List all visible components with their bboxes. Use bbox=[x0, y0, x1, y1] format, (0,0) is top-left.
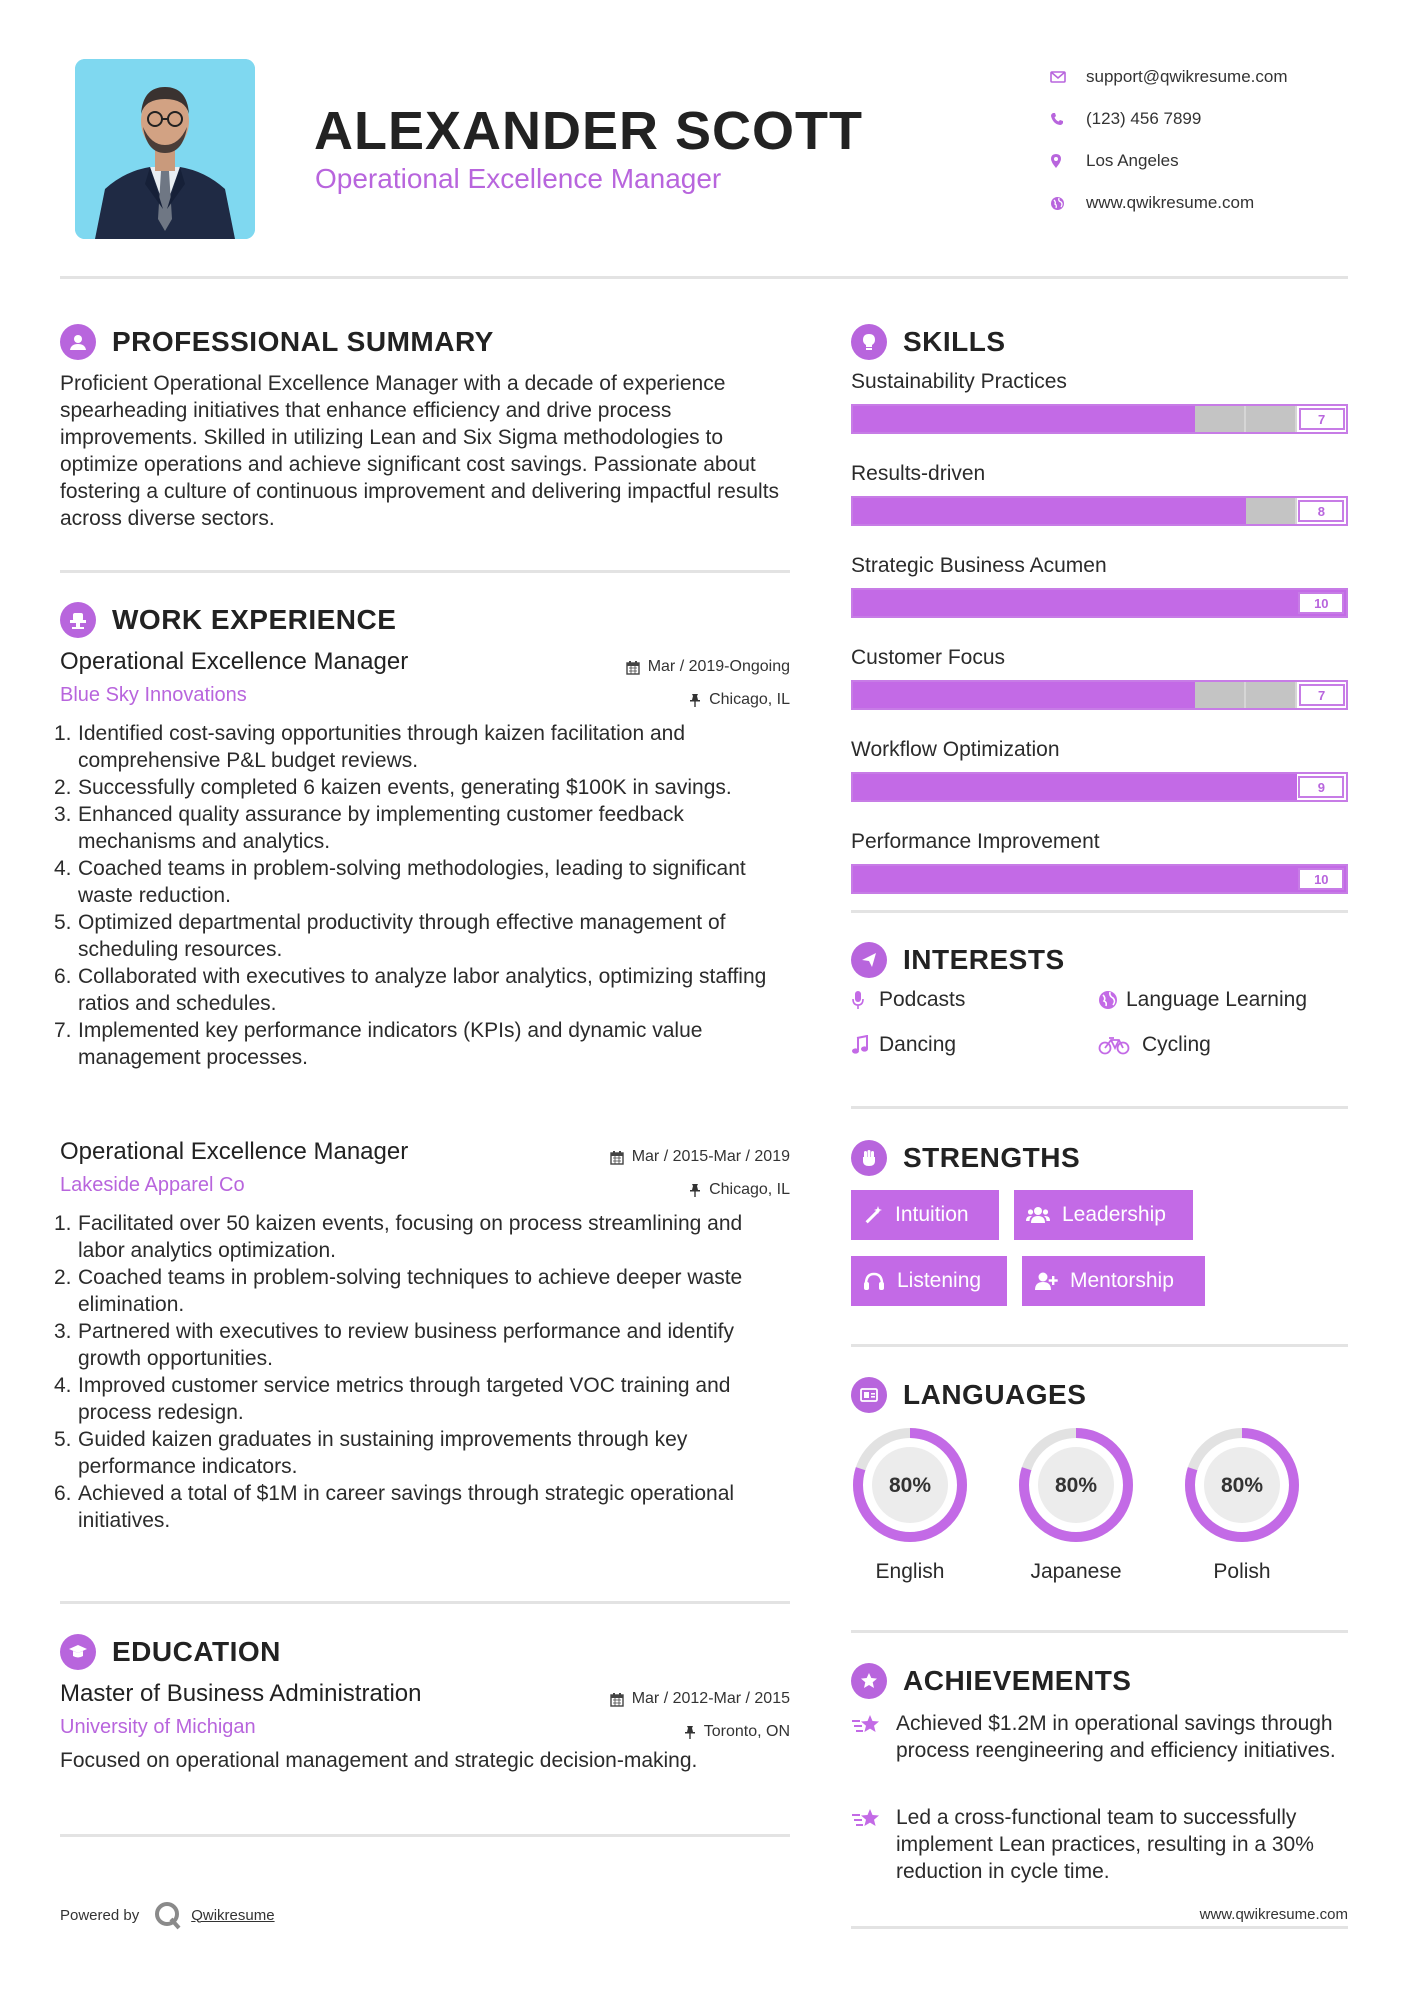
education-description: Focused on operational management and strategic decision-making. bbox=[60, 1749, 698, 1772]
skill-segment bbox=[853, 774, 902, 800]
contact-block bbox=[1050, 56, 1350, 224]
skill-segment bbox=[1195, 406, 1246, 432]
skill-rating-bar bbox=[851, 404, 1348, 434]
strength-chip-listening: Listening bbox=[851, 1256, 1007, 1306]
list-item: 1. Identified cost-saving opportunities through kaizen facilitation and comprehensive P&L budget reviews. bbox=[54, 722, 686, 772]
achievement-item: Achieved $1.2M in operational savings through process reengineering and efficiency initiatives. bbox=[851, 1710, 1348, 1764]
skill-segment bbox=[1000, 406, 1049, 432]
skill-segment bbox=[1297, 498, 1346, 524]
globe-icon bbox=[1050, 196, 1086, 211]
education-entry bbox=[60, 1680, 790, 1790]
skills-heading bbox=[851, 324, 1006, 360]
calendar-icon bbox=[610, 1692, 624, 1707]
qwikresume-logo-icon bbox=[153, 1900, 183, 1930]
skill-segment bbox=[1050, 590, 1099, 616]
skill-segment bbox=[902, 774, 951, 800]
skill-segment bbox=[853, 590, 902, 616]
skill-segment bbox=[1099, 774, 1148, 800]
footer-website[interactable]: www.qwikresume.com bbox=[1199, 1906, 1348, 1923]
contact-phone-text: (123) 456 7899 bbox=[1086, 109, 1202, 128]
languages-heading-text: LANGUAGES bbox=[903, 1379, 1087, 1410]
skill-segment bbox=[1297, 682, 1346, 708]
achievements-heading bbox=[851, 1663, 1131, 1699]
bicycle-icon bbox=[1098, 1035, 1142, 1055]
users-icon bbox=[1026, 1205, 1050, 1225]
skill-segment bbox=[1297, 774, 1346, 800]
skill-segment bbox=[853, 406, 902, 432]
summary-divider bbox=[60, 570, 790, 573]
languages-heading bbox=[851, 1377, 1086, 1413]
skill-level-badge: 7 bbox=[1299, 684, 1345, 706]
pin-icon bbox=[689, 1183, 701, 1198]
skill-segment bbox=[1050, 866, 1099, 892]
interest-cycling: Cycling bbox=[1098, 1033, 1211, 1057]
language-japanese bbox=[1014, 1423, 1138, 1584]
skill-segment bbox=[1297, 406, 1346, 432]
skill-segment bbox=[1001, 774, 1050, 800]
send-icon bbox=[851, 942, 887, 978]
language-percent: 80% bbox=[1054, 1474, 1098, 1497]
skill-name: Workflow Optimization bbox=[851, 738, 1060, 761]
calendar-icon bbox=[626, 660, 640, 675]
skill-name: Performance Improvement bbox=[851, 830, 1100, 853]
skill-segment bbox=[1098, 406, 1147, 432]
skill-segment bbox=[1149, 590, 1198, 616]
pin-icon bbox=[684, 1725, 696, 1740]
skill-rating-bar bbox=[851, 588, 1348, 618]
contact-location-text: Los Angeles bbox=[1086, 151, 1179, 170]
skill-level-badge: 9 bbox=[1298, 776, 1344, 798]
interest-podcasts: Podcasts bbox=[851, 988, 965, 1012]
skill-segment bbox=[902, 406, 951, 432]
skill-rating-bar bbox=[851, 864, 1348, 894]
skill-segment bbox=[952, 774, 1001, 800]
skill-segment bbox=[1297, 866, 1346, 892]
skill-segment bbox=[902, 590, 951, 616]
job-company: Blue Sky Innovations bbox=[60, 684, 247, 706]
achievements-heading-text: ACHIEVEMENTS bbox=[903, 1665, 1132, 1696]
skill-name: Customer Focus bbox=[851, 646, 1006, 669]
skill-name: Sustainability Practices bbox=[851, 370, 1067, 393]
strengths-heading-text: STRENGTHS bbox=[903, 1142, 1081, 1173]
skill-segment bbox=[1247, 590, 1296, 616]
strength-chip-leadership: Leadership bbox=[1014, 1190, 1193, 1240]
job-date: Mar / 2015-Mar / 2019 bbox=[610, 1148, 790, 1166]
summary-heading bbox=[60, 324, 494, 360]
skill-segment bbox=[1198, 774, 1247, 800]
skill-segment bbox=[1246, 498, 1297, 524]
skill-level-badge: 7 bbox=[1299, 408, 1345, 430]
skill-segment bbox=[1049, 406, 1098, 432]
headphones-icon bbox=[863, 1271, 885, 1291]
lightbulb-icon bbox=[851, 324, 887, 360]
job-location: Chicago, IL bbox=[689, 1181, 790, 1199]
skill-segment bbox=[1148, 498, 1197, 524]
skill-segment bbox=[1146, 682, 1195, 708]
contact-location bbox=[1050, 140, 1350, 182]
skill-segment bbox=[1297, 590, 1346, 616]
summary-heading-text: PROFESSIONAL SUMMARY bbox=[112, 326, 494, 357]
footer-powered-by: Powered by Qwikresume bbox=[60, 1900, 275, 1930]
skill-segment bbox=[1198, 866, 1247, 892]
skill-segment bbox=[1099, 590, 1148, 616]
list-item: 3. Partnered with executives to review business performance and identify growth opportunities. bbox=[54, 1320, 735, 1370]
skill-segment bbox=[952, 590, 1001, 616]
job-responsibilities bbox=[54, 1210, 790, 1534]
skills-heading-text: SKILLS bbox=[903, 326, 1006, 357]
skill-segment bbox=[1049, 682, 1098, 708]
magic-wand-icon bbox=[863, 1205, 883, 1225]
strengths-divider bbox=[851, 1344, 1348, 1347]
skill-segment bbox=[1246, 682, 1297, 708]
skill-segment bbox=[1246, 406, 1297, 432]
job-entry bbox=[54, 1138, 790, 1558]
skill-name: Results-driven bbox=[851, 462, 986, 485]
education-heading-text: EDUCATION bbox=[112, 1636, 281, 1667]
language-name: English bbox=[875, 1560, 945, 1583]
skill-rating-bar bbox=[851, 496, 1348, 526]
skill-segment bbox=[1001, 590, 1050, 616]
skill-segment bbox=[902, 498, 951, 524]
map-pin-icon bbox=[1050, 153, 1086, 169]
skill-segment bbox=[952, 866, 1001, 892]
profile-photo bbox=[75, 59, 255, 239]
pin-icon bbox=[689, 693, 701, 708]
music-note-icon bbox=[851, 1035, 879, 1055]
list-item: 7. Implemented key performance indicators (KPIs) and dynamic value management processes. bbox=[54, 1019, 703, 1069]
list-item: 4. Coached teams in problem-solving methodologies, leading to significant waste reduction. bbox=[54, 857, 746, 907]
globe-icon bbox=[1098, 990, 1126, 1010]
microphone-icon bbox=[851, 990, 879, 1010]
interest-language-learning: Language Learning bbox=[1098, 988, 1307, 1012]
skills-list bbox=[851, 370, 1348, 922]
phone-icon bbox=[1050, 112, 1086, 126]
skill-segment bbox=[853, 682, 902, 708]
skill-segment bbox=[853, 866, 902, 892]
work-divider bbox=[60, 1601, 790, 1604]
contact-phone[interactable] bbox=[1050, 98, 1350, 140]
skill-name: Strategic Business Acumen bbox=[851, 554, 1107, 577]
list-item: 5. Guided kaizen graduates in sustaining improvements through key performance indicators. bbox=[54, 1428, 688, 1478]
language-percent: 80% bbox=[888, 1474, 932, 1497]
contact-website-text: www.qwikresume.com bbox=[1086, 193, 1255, 212]
fist-icon bbox=[851, 1140, 887, 1176]
skill-segment bbox=[1098, 682, 1147, 708]
language-english bbox=[848, 1423, 972, 1584]
achievement-item: Led a cross-functional team to successfully implement Lean practices, resulting in a 30% reduction in cycle time. bbox=[851, 1804, 1348, 1885]
skill-segment bbox=[1195, 682, 1246, 708]
skill-segment bbox=[1198, 590, 1247, 616]
candidate-name: ALEXANDER SCOTT bbox=[314, 101, 864, 161]
work-heading bbox=[60, 602, 396, 638]
language-name: Polish bbox=[1213, 1560, 1271, 1583]
skill-level-badge: 10 bbox=[1298, 592, 1344, 614]
strengths-heading bbox=[851, 1140, 1080, 1176]
skill-segment bbox=[951, 682, 1000, 708]
list-item: 4. Improved customer service metrics through targeted VOC training and process redesign. bbox=[54, 1374, 731, 1424]
education-location: Toronto, ON bbox=[684, 1723, 790, 1741]
language-ring bbox=[1180, 1423, 1304, 1547]
education-heading bbox=[60, 1634, 281, 1670]
language-card-icon bbox=[851, 1377, 887, 1413]
skills-divider bbox=[851, 910, 1348, 913]
language-name: Japanese bbox=[1030, 1560, 1122, 1583]
skill-segment bbox=[1098, 498, 1147, 524]
education-divider bbox=[60, 1834, 790, 1837]
skill-segment bbox=[1197, 498, 1246, 524]
skill-segment bbox=[1050, 774, 1099, 800]
skill-rating-bar bbox=[851, 680, 1348, 710]
shooting-star-icon bbox=[851, 1804, 896, 1885]
candidate-title: Operational Excellence Manager bbox=[315, 163, 722, 194]
school: University of Michigan bbox=[60, 1716, 256, 1738]
list-item: 6. Collaborated with executives to analyze labor analytics, optimizing staffing ratios and schedules. bbox=[54, 965, 767, 1015]
language-polish bbox=[1180, 1423, 1304, 1584]
list-item: 2. Coached teams in problem-solving techniques to achieve deeper waste elimination. bbox=[54, 1266, 743, 1316]
contact-email-text: support@qwikresume.com bbox=[1086, 67, 1288, 86]
interests-heading bbox=[851, 942, 1065, 978]
user-icon bbox=[60, 324, 96, 360]
skill-segment bbox=[1099, 866, 1148, 892]
star-badge-icon bbox=[851, 1663, 887, 1699]
education-date: Mar / 2012-Mar / 2015 bbox=[610, 1690, 790, 1708]
header-divider bbox=[60, 276, 1348, 279]
language-ring bbox=[1014, 1423, 1138, 1547]
skill-segment bbox=[1247, 866, 1296, 892]
summary-text: Proficient Operational Excellence Manager with a decade of experience spearheading initiatives that enhance efficiency and drive process improvements. Skilled in utilizing Lean and Six Sigma methodologies to optimize operations and achieve significant cost savings. Passionate about fostering a culture of continuous improvement and delivering impactful results across diverse sectors. bbox=[60, 372, 780, 530]
degree: Master of Business Administration bbox=[60, 1680, 422, 1707]
skill-segment bbox=[951, 498, 1000, 524]
job-location: Chicago, IL bbox=[689, 691, 790, 709]
skill-segment bbox=[1049, 498, 1098, 524]
contact-email[interactable] bbox=[1050, 56, 1350, 98]
languages-divider bbox=[851, 1630, 1348, 1633]
skill-segment bbox=[951, 406, 1000, 432]
job-entry bbox=[54, 648, 790, 1108]
list-item: 5. Optimized departmental productivity through effective management of scheduling resources. bbox=[54, 911, 726, 961]
strength-chip-intuition: Intuition bbox=[851, 1190, 999, 1240]
list-item: 2. Successfully completed 6 kaizen events, generating $100K in savings. bbox=[54, 776, 732, 799]
list-item: 3. Enhanced quality assurance by implementing customer feedback mechanisms and analytics. bbox=[54, 803, 684, 853]
strength-chip-mentorship: Mentorship bbox=[1022, 1256, 1205, 1306]
skill-segment bbox=[853, 498, 902, 524]
skill-segment bbox=[1149, 774, 1198, 800]
interest-dancing: Dancing bbox=[851, 1033, 956, 1057]
skill-rating-bar bbox=[851, 772, 1348, 802]
skill-segment bbox=[1000, 682, 1049, 708]
footer-divider-right bbox=[851, 1926, 1348, 1929]
job-responsibilities bbox=[54, 720, 790, 1071]
language-percent: 80% bbox=[1220, 1474, 1264, 1497]
skill-segment bbox=[1001, 866, 1050, 892]
skill-level-badge: 8 bbox=[1298, 500, 1344, 522]
job-title: Operational Excellence Manager bbox=[60, 1138, 409, 1165]
calendar-icon bbox=[610, 1150, 624, 1165]
job-date: Mar / 2019-Ongoing bbox=[626, 658, 790, 676]
contact-website[interactable] bbox=[1050, 182, 1350, 224]
skill-segment bbox=[1149, 866, 1198, 892]
job-company: Lakeside Apparel Co bbox=[60, 1174, 245, 1196]
skill-segment bbox=[1000, 498, 1049, 524]
skill-level-badge: 10 bbox=[1298, 868, 1344, 890]
skill-segment bbox=[902, 866, 951, 892]
skill-segment bbox=[1146, 406, 1195, 432]
language-ring bbox=[848, 1423, 972, 1547]
job-title: Operational Excellence Manager bbox=[60, 648, 409, 675]
skill-segment bbox=[902, 682, 951, 708]
interests-divider bbox=[851, 1106, 1348, 1109]
envelope-icon bbox=[1050, 71, 1086, 83]
list-item: 6. Achieved a total of $1M in career savings through strategic operational initiatives. bbox=[54, 1482, 735, 1532]
shooting-star-icon bbox=[851, 1710, 896, 1764]
interests-heading-text: INTERESTS bbox=[903, 944, 1065, 975]
graduation-icon bbox=[60, 1634, 96, 1670]
briefcase-icon bbox=[60, 602, 96, 638]
user-plus-icon bbox=[1034, 1271, 1058, 1291]
list-item: 1. Facilitated over 50 kaizen events, focusing on process streamlining and labor analytics optimization. bbox=[54, 1212, 743, 1262]
skill-segment bbox=[1247, 774, 1296, 800]
work-heading-text: WORK EXPERIENCE bbox=[112, 604, 397, 635]
qwikresume-link[interactable]: Qwikresume bbox=[191, 1906, 275, 1924]
